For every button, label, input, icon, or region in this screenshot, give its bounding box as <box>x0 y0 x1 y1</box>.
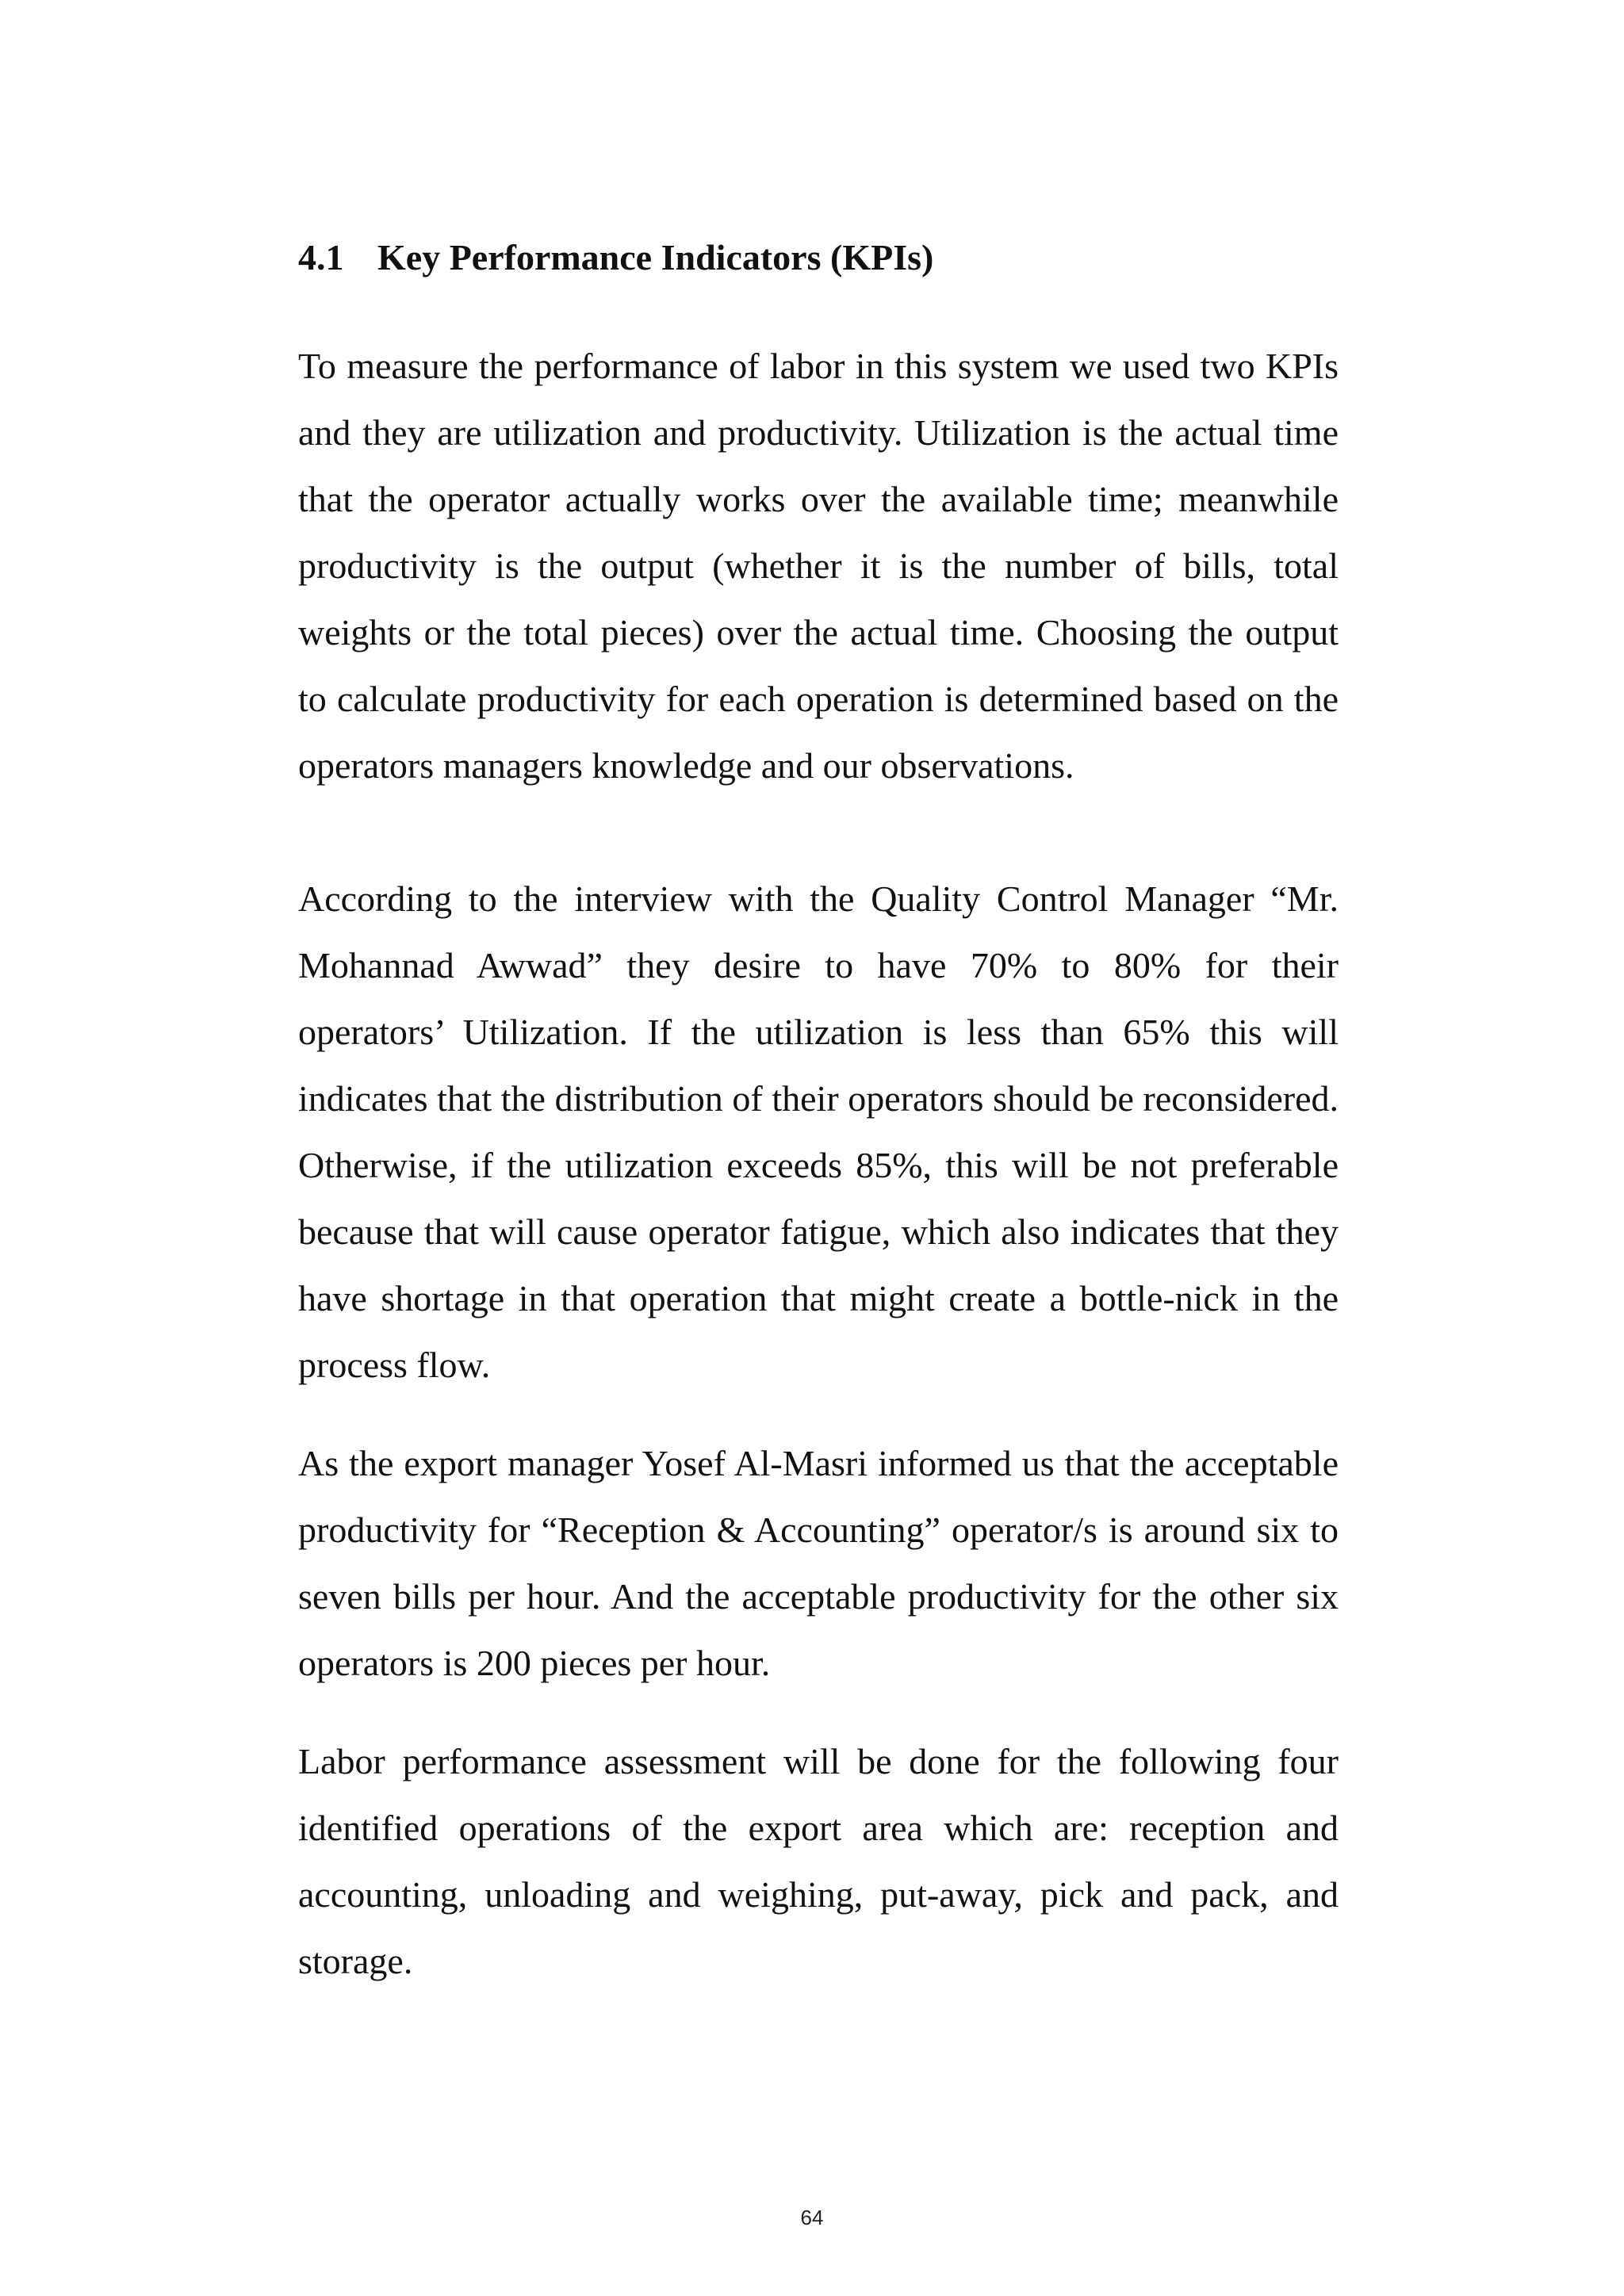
page-content <box>298 230 1339 1995</box>
paragraph-assessed-operations: Labor performance assessment will be done for the following four identified operations of the export area which are: reception and accounting, unloading and weighing, put-away, pick and pack, and storage. <box>298 1741 1339 1981</box>
section-number: 4.1 <box>298 237 344 277</box>
paragraph-utilization-targets: According to the interview with the Quality Control Manager “Mr. Mohannad Awwad” they desire to have 70% to 80% for their operators’ Utilization. If the utilization is less than 65% this will indicates that the distribution of their operators should be reconsidered. Otherwise, if the utilization exceeds 85%, this will be not preferable because that will cause operator fatigue, which also indicates that they have shortage in that operation that might create a bottle-nick in the process flow. <box>298 878 1339 1385</box>
section-title: Key Performance Indicators (KPIs) <box>377 237 934 277</box>
paragraph-productivity-targets: As the export manager Yosef Al-Masri informed us that the acceptable productivity for “Reception & Accounting” operator/s is around six to seven bills per hour. And the acceptable productivity for the other six operators is 200 pieces per hour. <box>298 1443 1339 1683</box>
paragraph-kpi-definition: To measure the performance of labor in this system we used two KPIs and they are utilization and productivity. Utilization is the actual time that the operator actually works over the available time; meanwhile productivity is the output (whether it is the number of bills, total weights or the total pieces) over the actual time. Choosing the output to calculate productivity for each operation is determined based on the operators managers knowledge and our observations. <box>298 346 1339 786</box>
page-number: 64 <box>800 2206 824 2229</box>
section-heading <box>298 230 1339 285</box>
